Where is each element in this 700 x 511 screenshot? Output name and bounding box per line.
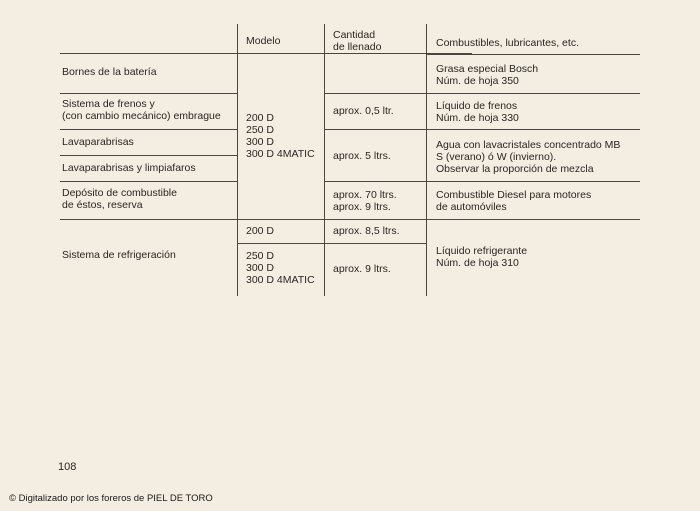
model-item: 200 D (246, 112, 275, 124)
cooling-model-b: 250 D (246, 250, 275, 262)
tank-fuel-line1: Combustible Diesel para motores (436, 189, 592, 201)
cooling-qty-b: aprox. 9 ltrs. (333, 263, 391, 275)
col-divider-model (237, 24, 238, 296)
row-rule (324, 129, 640, 130)
cooling-model-a: 200 D (246, 225, 275, 237)
header-quantity-line2: de llenado (333, 41, 382, 53)
col-divider-fuel (426, 24, 427, 296)
header-quantity-line1: Cantidad (333, 29, 376, 41)
model-item: 300 D (246, 136, 275, 148)
battery-label: Bornes de la batería (62, 66, 157, 78)
brakes-fuel-line1: Líquido de frenos (436, 100, 518, 112)
row-rule (324, 181, 640, 182)
cooling-qty-a: aprox. 8,5 ltrs. (333, 225, 400, 237)
row-rule (60, 93, 237, 94)
tank-label-line1: Depósito de combustible (62, 187, 177, 199)
row-rule (60, 219, 640, 220)
washer-label-line2: Lavaparabrisas y limpiafaros (62, 162, 196, 174)
cooling-model-b: 300 D 4MATIC (246, 274, 315, 286)
header-fuels: Combustibles, lubricantes, etc. (436, 37, 579, 49)
tank-qty-line2: aprox. 9 ltrs. (333, 201, 391, 213)
header-rule-fuel (426, 54, 640, 55)
brakes-qty: aprox. 0,5 ltr. (333, 105, 394, 117)
washer-fuel-line1: Agua con lavacristales concentrado MB (436, 139, 621, 151)
cooling-fuel-line1: Líquido refrigerante (436, 245, 528, 257)
brakes-label-line2: (con cambio mecánico) embrague (62, 110, 221, 122)
washer-qty: aprox. 5 ltrs. (333, 150, 391, 162)
washer-label-line1: Lavaparabrisas (62, 136, 134, 148)
col-divider-qty (324, 24, 325, 296)
row-rule (237, 243, 426, 244)
model-item: 250 D (246, 124, 275, 136)
battery-fuel-line2: Núm. de hoja 350 (436, 75, 519, 87)
brakes-fuel-line2: Núm. de hoja 330 (436, 112, 519, 124)
tank-fuel-line2: de automóviles (436, 201, 507, 213)
credit-text: © Digitalizado por los foreros de PIEL DE TORO (9, 493, 213, 504)
header-model: Modelo (246, 35, 281, 47)
battery-fuel-line1: Grasa especial Bosch (436, 63, 539, 75)
header-rule (60, 53, 472, 54)
cooling-label: Sistema de refrigeración (62, 249, 176, 261)
row-rule (324, 93, 640, 94)
washer-fuel-line2: S (verano) ó W (invierno). (436, 151, 557, 163)
tank-qty-line1: aprox. 70 ltrs. (333, 189, 397, 201)
row-rule (60, 129, 237, 130)
cooling-model-b: 300 D (246, 262, 275, 274)
row-rule (60, 181, 237, 182)
page-number: 108 (58, 461, 77, 473)
row-rule (60, 155, 237, 156)
brakes-label-line1: Sistema de frenos y (62, 98, 155, 110)
model-item: 300 D 4MATIC (246, 148, 315, 160)
cooling-fuel-line2: Núm. de hoja 310 (436, 257, 519, 269)
washer-fuel-line3: Observar la proporción de mezcla (436, 163, 594, 175)
tank-label-line2: de éstos, reserva (62, 199, 143, 211)
